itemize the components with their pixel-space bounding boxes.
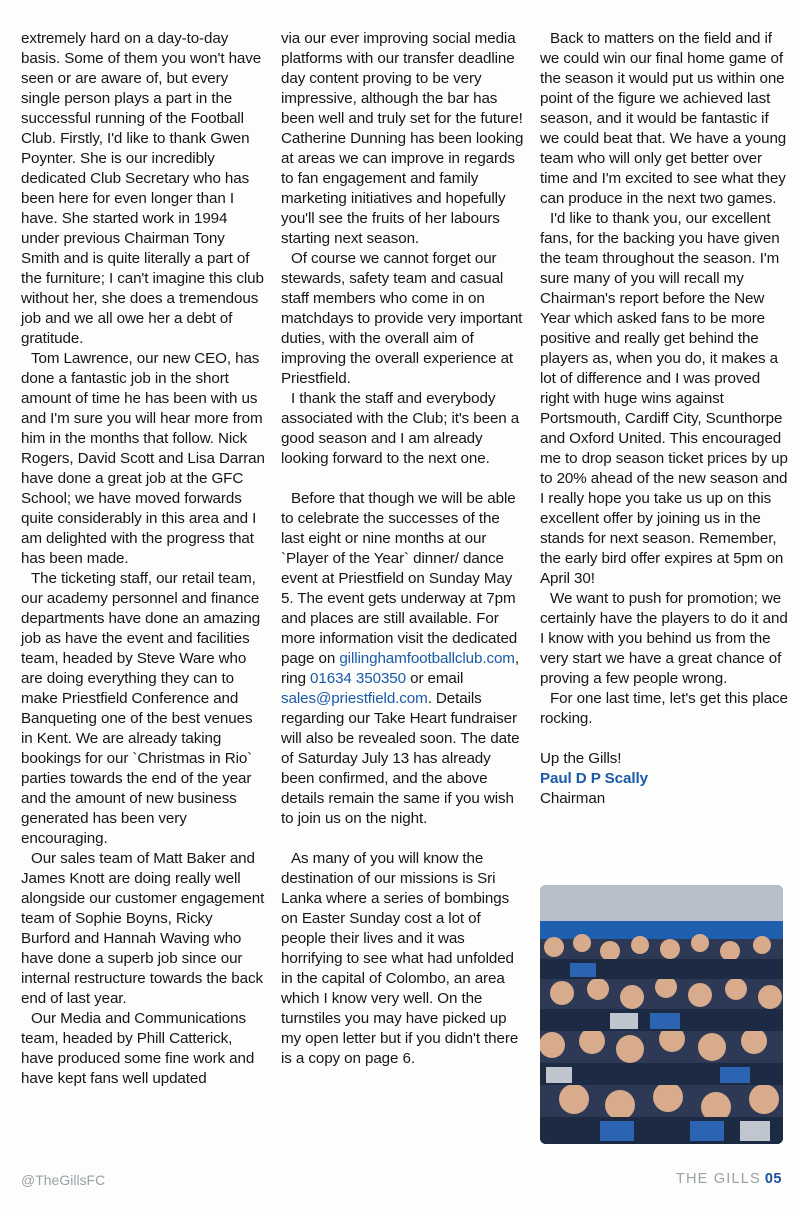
body-paragraph: Our Media and Communications team, headed by Phill Catterick, have produced some fine work and have kept fans well updated	[21, 1010, 255, 1087]
twitter-handle: @TheGillsFC	[21, 1172, 106, 1188]
website-link[interactable]: gillinghamfootballclub.com	[339, 650, 515, 667]
page-number: 05	[764, 1171, 782, 1187]
body-paragraph: We want to push for promotion; we certainly have the players to do it and I know with you behind us from the very start we have a great chance of proving a few people wrong.	[540, 590, 788, 687]
body-paragraph: The ticketing staff, our retail team, our academy personnel and finance departments have done an amazing job as have the event and facilities team, headed by Steve Ware who are doing everything they can to make Priestfield Conference and Banqueting one of the best venues in Kent. We are already taking bookings for our `Christmas in Rio` parties towards the end of the year and the amount of new business generated has been very encouraging.	[21, 570, 261, 847]
body-paragraph: extremely hard on a day-to-day basis. Some of them you won't have seen or are aware of, but every single person plays a part in the successful running of the Football Club. Firstly, I'd like to thank Gwen Poynter. She is our incredibly dedicated Club Secretary who has been here for even longer than I have. She started work in 1994 under previous Chairman Tony Smith and is quite literally a part of the furniture; I can't imagine this club without her, she does a tremendous job and we all owe her a debt of gratitude.	[21, 30, 264, 347]
magazine-name: THE GILLS	[675, 1171, 761, 1187]
signature-name: Paul D P Scally	[540, 770, 648, 787]
signature-role: Chairman	[540, 790, 606, 807]
email-link[interactable]: sales@priestfield.com	[281, 690, 428, 707]
body-paragraph: I thank the staff and everybody associated with the Club; it's been a good season and I am already looking forward to the next one.	[281, 390, 520, 467]
body-paragraph: I'd like to thank you, our excellent fans, for the backing you have given the team throughout the season. I'm sure many of you will recall my Chairman's report before the New Year which asked fans to be more positive and really get behind the players as, when you do, it makes a lot of difference and I was proved right with huge wins against Portsmouth, Cardiff City, Scunthorpe and Oxford United. This encouraged me to drop season ticket prices by up to 20% ahead of the new season and I really hope you take us up on this excellent offer by joining us in the stands for next season. Remember, the early bird offer expires at 5pm on April 30!	[540, 210, 788, 587]
column-3	[540, 29, 788, 809]
body-paragraph: Back to matters on the field and if we could win our final home game of the season it would put us within one point of the figure we achieved last season, and it would be fantastic if we could beat that. We have a young team who will only get better over time and I'm excited to see what they can produce in the next two games.	[540, 30, 787, 207]
body-paragraph: As many of you will know the destination of our missions is Sri Lanka where a series of bombings on Easter Sunday cost a lot of people their lives and it was horrifying to see what had unfolded in the capital of Colombo, an area which I know very well. On the turnstiles you may have picked up my open letter but if you didn't there is a copy on page 6.	[281, 850, 519, 1067]
body-paragraph: For one last time, let's get this place rocking.	[540, 690, 788, 727]
body-paragraph: via our ever improving social media platforms with our transfer deadline day content proving to be very impressive, although the bar has been well and truly set for the future! Catherine Dunning has been looking at areas we can improve in regards to fan engagement and family marketing initiatives and hopefully you'll see the fruits of her labours starting next season.	[281, 30, 524, 247]
body-paragraph: Of course we cannot forget our stewards, safety team and casual staff members who come in on matchdays to provide very important duties, with the overall aim of improving the overall experience at Priestfield.	[281, 250, 523, 387]
column-2	[281, 29, 525, 1069]
phone-link[interactable]: 01634 350350	[310, 670, 406, 687]
body-paragraph: Tom Lawrence, our new CEO, has done a fantastic job in the short amount of time he has been with us and I'm sure you will hear more from him in the months that follow. Nick Rogers, David Scott and Lisa Darran have done a great job at the GFC School; we have moved forwards quite considerably in this area and I am delighted with the progress that has been made.	[21, 350, 265, 567]
signoff: Up the Gills!	[540, 750, 622, 767]
column-1	[21, 29, 265, 1089]
body-paragraph: Our sales team of Matt Baker and James Knott are doing really well alongside our customer engagement team of Sophie Boyns, Ricky Burford and Hannah Waving who have done a superb job since our internal restructure towards the back end of last year.	[21, 850, 265, 1007]
fans-crowd-photo	[540, 885, 783, 1144]
event-paragraph: Before that though we will be able to celebrate the successes of the last eight or nine months at our `Player of the Year` dinner/ dance event at Priestfield on Sunday May 5. The event gets underway at 7pm and places are still available. For more information visit the dedicated page on gillinghamfootballclub.com, ring 01634 350350 or email sales@priestfield.com. Details regarding our Take Heart fundraiser will also be revealed soon. The date of Saturday July 13 has already been confirmed, and the above details remain the same if you wish to join us on the night.	[281, 490, 520, 827]
page-footer	[676, 1171, 782, 1187]
